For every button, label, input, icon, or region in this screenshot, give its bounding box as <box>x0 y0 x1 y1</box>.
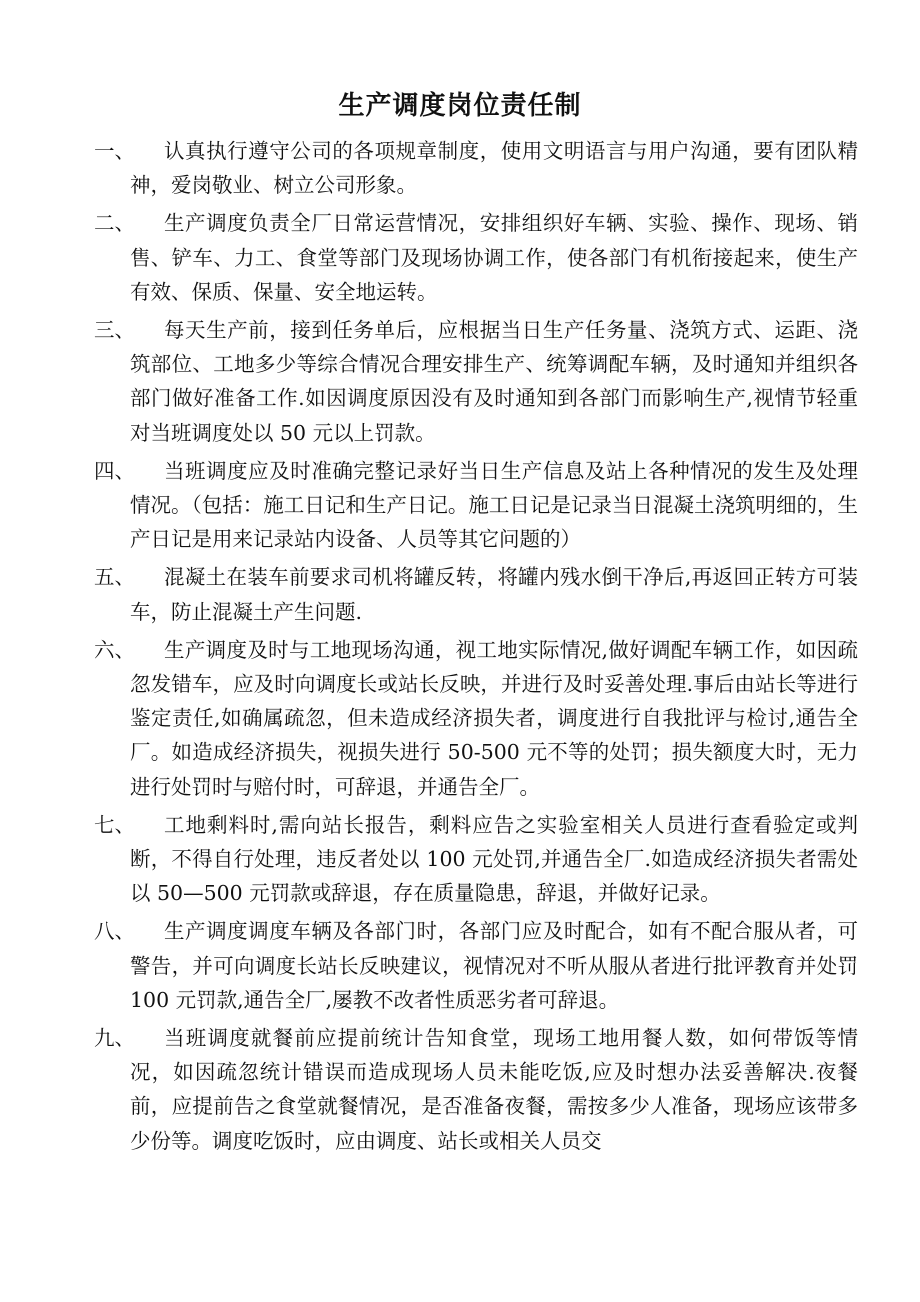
list-item <box>94 633 858 804</box>
item-text: 混凝土在装车前要求司机将罐反转，将罐内残水倒干净后,再返回正转方可装车，防止混凝土产生问题. <box>130 565 858 624</box>
item-text: 工地剩料时,需向站长报告，剩料应告之实验室相关人员进行查看验定或判断，不得自行处理，违反者处以 100 元处罚,并通告全厂.如造成经济损失者需处以 50—500 元罚款或辞退，存在质量隐患，辞退，并做好记录。 <box>130 812 858 906</box>
item-number: 九、 <box>94 1026 135 1051</box>
item-number: 七、 <box>94 812 135 837</box>
item-text: 认真执行遵守公司的各项规章制度，使用文明语言与用户沟通，要有团队精神，爱岗敬业、树立公司形象。 <box>130 139 858 198</box>
item-text: 当班调度就餐前应提前统计告知食堂，现场工地用餐人数，如何带饭等情况，如因疏忽统计错误而造成现场人员未能吃饭,应及时想办法妥善解决.夜餐前，应提前告之食堂就餐情况，是否准备夜餐，需按多少人准备，现场应该带多少份等。调度吃饭时，应由调度、站长或相关人员交 <box>130 1026 858 1153</box>
item-text: 生产调度负责全厂日常运营情况，安排组织好车辆、实验、操作、现场、销售、铲车、力工、食堂等部门及现场协调工作，使各部门有机衔接起来，使生产有效、保质、保量、安全地运转。 <box>130 211 858 304</box>
item-text: 生产调度及时与工地现场沟通，视工地实际情况,做好调配车辆工作，如因疏忽发错车，应及时向调度长或站长反映，并进行及时妥善处理.事后由站长等进行鉴定责任,如确属疏忽，但未造成经济损失者，调度进行自我批评与检讨,通告全厂。如造成经济损失，视损失进行 50-500 元不等的处罚；损失额度大时，无力进行处罚时与赔付时，可辞退，并通告全厂。 <box>130 637 858 799</box>
item-text: 每天生产前，接到任务单后，应根据当日生产任务量、浇筑方式、运距、浇筑部位、工地多少等综合情况合理安排生产、统筹调配车辆，及时通知并组织各部门做好准备工作.如因调度原因没有及时通知到各部门而影响生产,视情节轻重对当班调度处以 50 元以上罚款。 <box>130 318 858 445</box>
list-item <box>94 313 858 450</box>
list-item <box>94 560 858 628</box>
item-text: 生产调度调度车辆及各部门时，各部门应及时配合，如有不配合服从者，可警告，并可向调度长站长反映建议，视情况对不听从服从者进行批评教育并处罚 100 元罚款,通告全厂,屡教不改者性质恶劣者可辞退。 <box>130 919 858 1012</box>
list-item <box>94 134 858 202</box>
item-number: 四、 <box>94 458 135 483</box>
item-number: 一、 <box>94 139 135 163</box>
item-number: 三、 <box>94 318 135 343</box>
item-number: 二、 <box>94 211 135 236</box>
item-number: 六、 <box>94 637 135 662</box>
list-item <box>94 1021 858 1158</box>
document-title: 生产调度岗位责任制 <box>338 91 582 121</box>
responsibility-list <box>94 134 858 1162</box>
list-item <box>94 206 858 309</box>
list-item <box>94 808 858 911</box>
item-text: 当班调度应及时准确完整记录好当日生产信息及站上各种情况的发生及处理情况。（包括：施工日记和生产日记。施工日记是记录当日混凝土浇筑明细的，生产日记是用来记录站内设备、人员等其它问题的） <box>130 458 858 552</box>
item-number: 五、 <box>94 565 135 590</box>
item-number: 八、 <box>94 919 135 944</box>
list-item <box>94 454 858 557</box>
list-item <box>94 914 858 1017</box>
